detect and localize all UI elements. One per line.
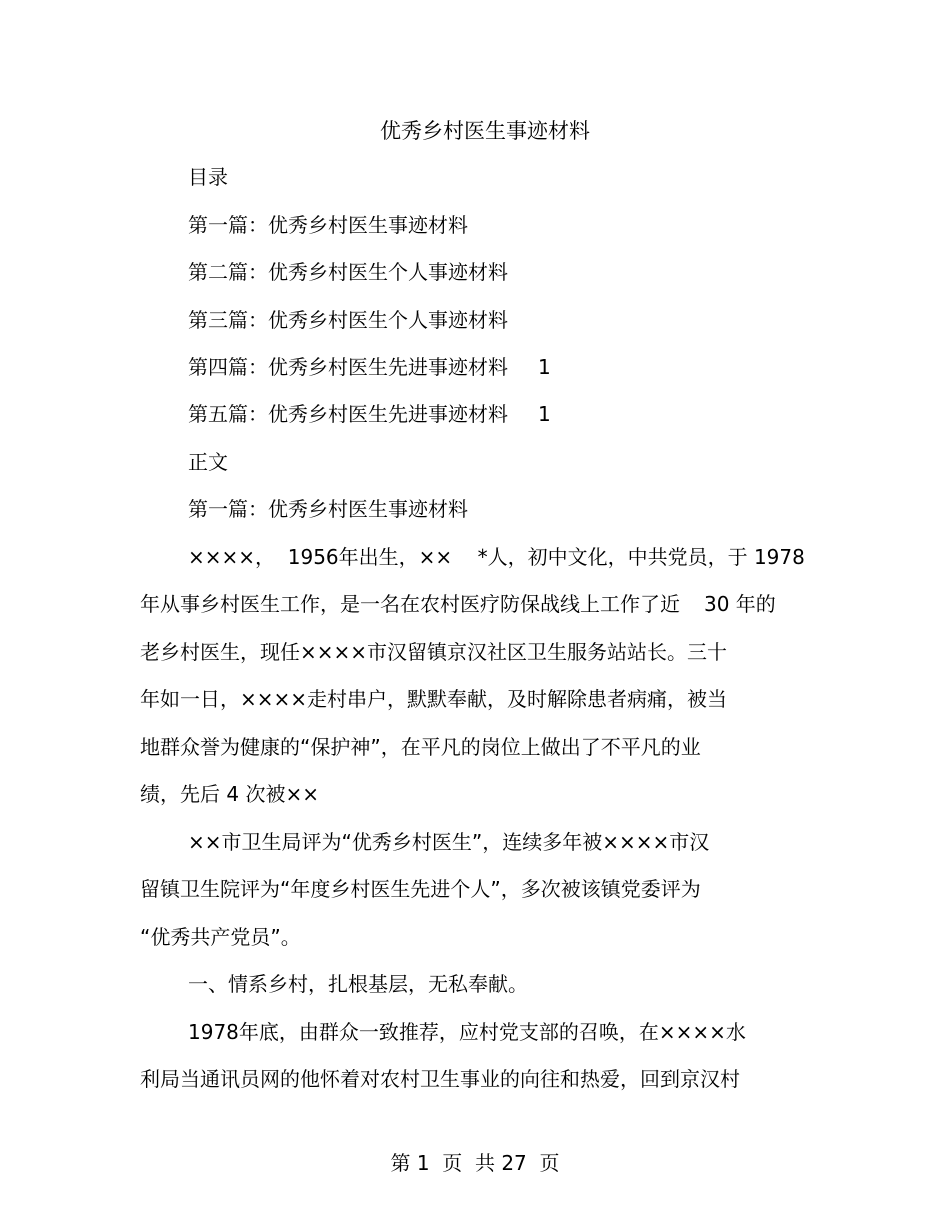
paragraph-line: 1978年底，由群众一致推荐，应村党支部的召唤，在××××水 xyxy=(188,1020,746,1044)
paragraph-line: 利局当通讯员网的他怀着对农村卫生事业的向往和热爱，回到京汉村 xyxy=(140,1067,740,1091)
paragraph-line: 地群众誉为健康的“保护神”，在平凡的岗位上做出了不平凡的业 xyxy=(140,735,701,759)
paragraph-line: 年如一日，××××走村串户，默默奉献，及时解除患者病痛，被当 xyxy=(140,687,728,711)
toc-item[interactable] xyxy=(188,305,508,335)
paragraph-line: 留镇卫生院评为“年度乡村医生先进个人”，多次被该镇党委评为 xyxy=(140,877,701,901)
toc-item-label: 第五篇：优秀乡村医生先进事迹材料 xyxy=(188,402,508,426)
toc-item[interactable] xyxy=(188,257,508,287)
toc-item-label: 第二篇：优秀乡村医生个人事迹材料 xyxy=(188,260,508,284)
paragraph-line xyxy=(140,589,776,619)
subheading: 一、情系乡村，扎根基层，无私奉献。 xyxy=(188,972,528,996)
toc-item-page: 1 xyxy=(538,402,551,426)
paragraph-line: 老乡村医生，现任××××市汉留镇京汉社区卫生服务站站长。三十 xyxy=(140,640,728,664)
page-footer xyxy=(0,1148,950,1178)
paragraph-text: 30 年的 xyxy=(704,592,776,616)
paragraph-line: ××市卫生局评为“优秀乡村医生”，连续多年被××××市汉 xyxy=(188,830,710,854)
toc-item-label: 第三篇：优秀乡村医生个人事迹材料 xyxy=(188,308,508,332)
document-title: 优秀乡村医生事迹材料 xyxy=(380,119,590,143)
toc-item[interactable] xyxy=(188,352,551,382)
section-title: 第一篇：优秀乡村医生事迹材料 xyxy=(188,497,468,521)
paragraph-text: 年从事乡村医生工作，是一名在农村医疗防保战线上工作了近 xyxy=(140,592,680,616)
body-heading: 正文 xyxy=(188,450,228,474)
toc-item-label: 第一篇：优秀乡村医生事迹材料 xyxy=(188,213,468,237)
paragraph-line: “优秀共产党员”。 xyxy=(140,925,301,949)
toc-item[interactable] xyxy=(188,399,551,429)
toc-heading: 目录 xyxy=(188,165,228,189)
toc-item[interactable] xyxy=(188,210,468,240)
paragraph-line: ××××， 1956年出生，×× *人，初中文化，中共党员，于 1978 xyxy=(188,545,805,569)
paragraph-line: 绩，先后 4 次被×× xyxy=(140,782,319,806)
toc-item-label: 第四篇：优秀乡村医生先进事迹材料 xyxy=(188,355,508,379)
toc-item-page: 1 xyxy=(538,355,551,379)
page-number-label: 第 1 页 共 27 页 xyxy=(390,1151,560,1175)
